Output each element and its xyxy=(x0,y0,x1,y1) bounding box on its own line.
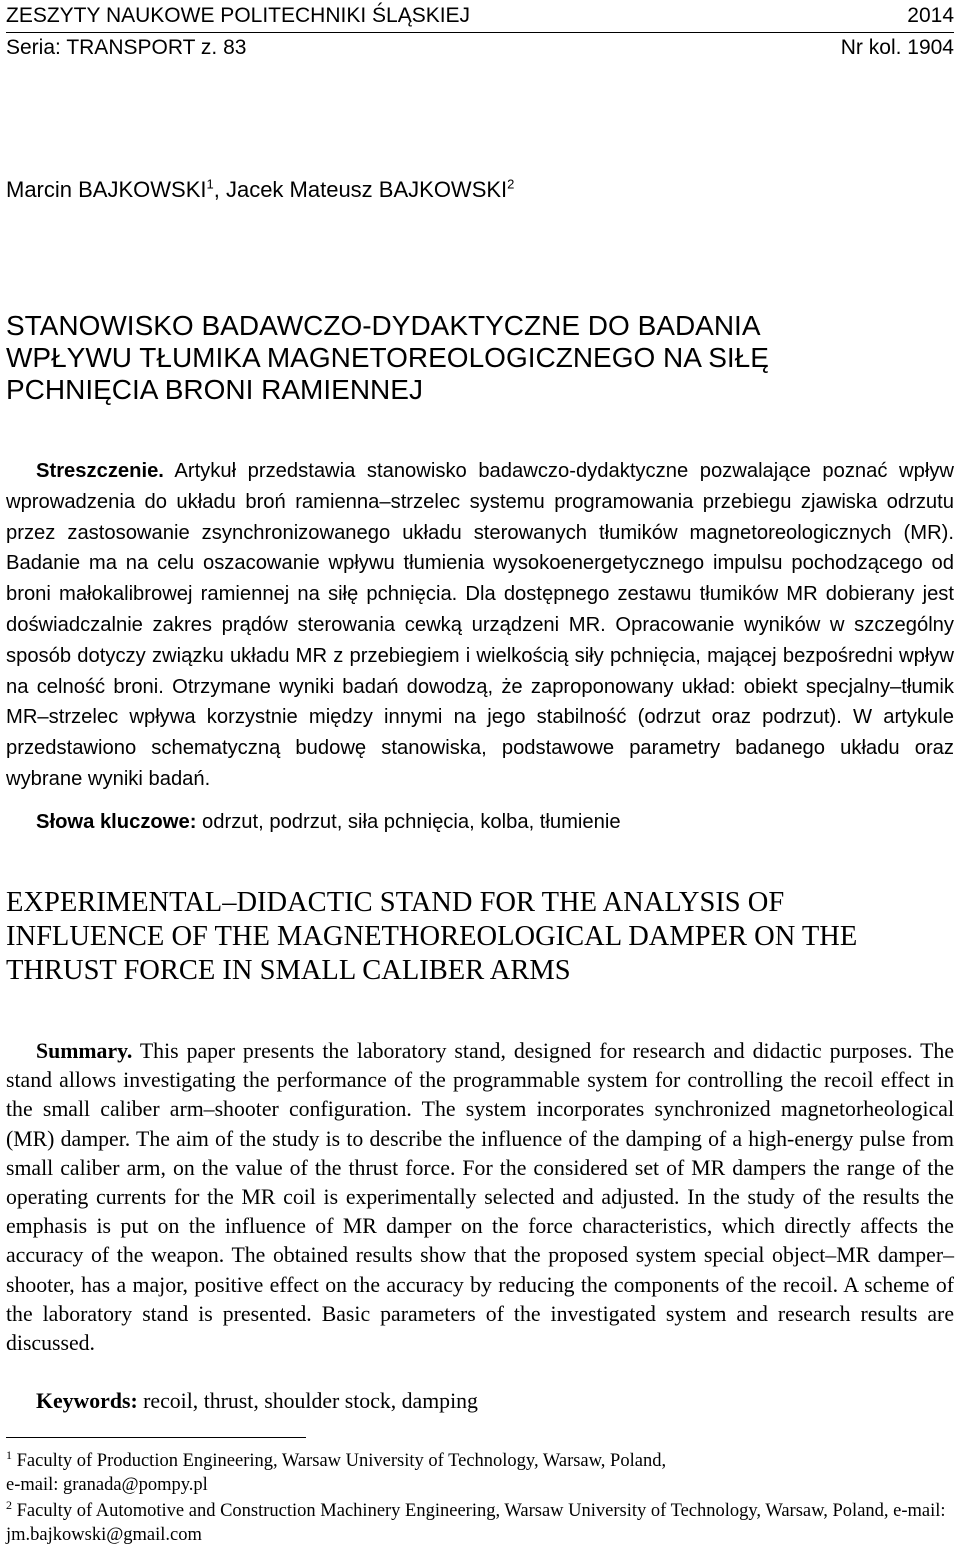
journal-year: 2014 xyxy=(907,4,954,27)
title-line: WPŁYWU TŁUMIKA MAGNETOREOLOGICZNEGO NA SIŁĘ xyxy=(6,342,769,373)
series-name: Seria: TRANSPORT z. 83 xyxy=(6,36,247,59)
summary-label: Summary. xyxy=(36,1039,133,1063)
series-header xyxy=(6,36,954,60)
footnote xyxy=(6,1449,954,1497)
keywords-text: recoil, thrust, shoulder stock, damping xyxy=(143,1389,478,1413)
footnote-mark: 1 xyxy=(6,1447,12,1462)
footnote-email: e-mail: granada@pompy.pl xyxy=(6,1475,208,1495)
author-affiliation-mark: 1 xyxy=(206,176,214,192)
footnote-mark: 2 xyxy=(6,1497,12,1512)
keywords-label: Słowa kluczowe: xyxy=(36,811,197,833)
author-name: Marcin BAJKOWSKI xyxy=(6,177,207,202)
abstract-text: Artykuł przedstawia stanowisko badawczo-dydaktyczne pozwalające poznać wpływ wprowadzenia do układu broń ramienna–strzelec systemu programowania przebiegu zjawiska odrzutu przez zastosowanie zsynchronizowanego układu sterowanych tłumików magnetoreologicznych (MR). Badanie ma na celu oszacowanie wpływu tłumienia wysokoenergetycznego impulsu pochodzącego od broni małokalibrowej ramiennej na siłę pchnięcia. Dla dostępnego zestawu tłumików MR dobierany jest doświadczalnie zakres prądów sterowania cewką urządzeni MR. Opracowanie wyników w szczególny sposób dotyczy związku układu MR z przebiegiem i wielkością siły pchnięcia, mającej bezpośredni wpływ na celność broni. Otrzymane wyniki badań dowodzą, że zaproponowany układ: obiekt specjalny–tłumik MR–strzelec wpływa korzystnie między innymi na jego stabilność (odrzut oraz podrzut). W artykule przedstawiono schematyczną budowę stanowiska, podstawowe parametry badanego układu oraz wybrane wyniki badań. xyxy=(6,460,954,790)
abstract-english xyxy=(6,1037,954,1358)
paper-title-polish xyxy=(6,310,946,406)
journal-name: ZESZYTY NAUKOWE POLITECHNIKI ŚLĄSKIEJ xyxy=(6,4,471,27)
title-line: EXPERIMENTAL–DIDACTIC STAND FOR THE ANALYSIS OF xyxy=(6,887,785,918)
abstract-label: Streszczenie. xyxy=(36,460,164,482)
author-line xyxy=(6,175,514,205)
title-line: THRUST FORCE IN SMALL CALIBER ARMS xyxy=(6,955,571,986)
keywords-english xyxy=(36,1386,478,1416)
journal-header xyxy=(6,4,954,28)
abstract-polish xyxy=(6,456,954,795)
paper-title-english xyxy=(6,886,946,988)
keywords-text: odrzut, podrzut, siła pchnięcia, kolba, tłumienie xyxy=(202,811,621,833)
title-line: STANOWISKO BADAWCZO-DYDAKTYCZNE DO BADANIA xyxy=(6,310,761,341)
author-name: Jacek Mateusz BAJKOWSKI xyxy=(225,177,508,202)
keywords-polish xyxy=(36,807,621,837)
footnote xyxy=(6,1499,954,1547)
title-line: PCHNIĘCIA BRONI RAMIENNEJ xyxy=(6,374,423,405)
keywords-label: Keywords: xyxy=(36,1389,138,1413)
summary-text: This paper presents the laboratory stand, designed for research and didactic purposes. The stand allows investigating the performance of the programmable system for controlling the recoil effect in the small caliber arm–shooter configuration. The system incorporates synchronized magnetorheological (MR) damper. The aim of the study is to describe the influence of the damping of a high-energy pulse from small caliber arm, on the value of the thrust force. For the considered set of MR dampers the range of the operating currents for the MR coil is experimentally selected and adjusted. In the study of the results the emphasis is put on the influence of MR damper on the force characteristics, which directly affects the accuracy of the weapon. The obtained results show that the proposed system special object–MR damper–shooter, has a major, positive effect on the accuracy by reducing the components of the recoil. A scheme of the laboratory stand is presented. Basic parameters of the investigated system and research results are discussed. xyxy=(6,1039,954,1356)
footnote-text: Faculty of Automotive and Construction Machinery Engineering, Warsaw University of Technology, Warsaw, Poland, e-mail: jm.bajkowski@gmail.com xyxy=(6,1501,946,1545)
footnote-rule xyxy=(6,1437,306,1438)
author-affiliation-mark: 2 xyxy=(507,176,515,192)
header-rule xyxy=(6,32,954,33)
title-line: INFLUENCE OF THE MAGNETHOREOLOGICAL DAMPER ON THE xyxy=(6,921,858,952)
author-separator: , xyxy=(213,177,226,202)
footnote-text: Faculty of Production Engineering, Warsaw University of Technology, Warsaw, Poland, xyxy=(16,1451,667,1471)
series-number: Nr kol. 1904 xyxy=(840,36,954,59)
